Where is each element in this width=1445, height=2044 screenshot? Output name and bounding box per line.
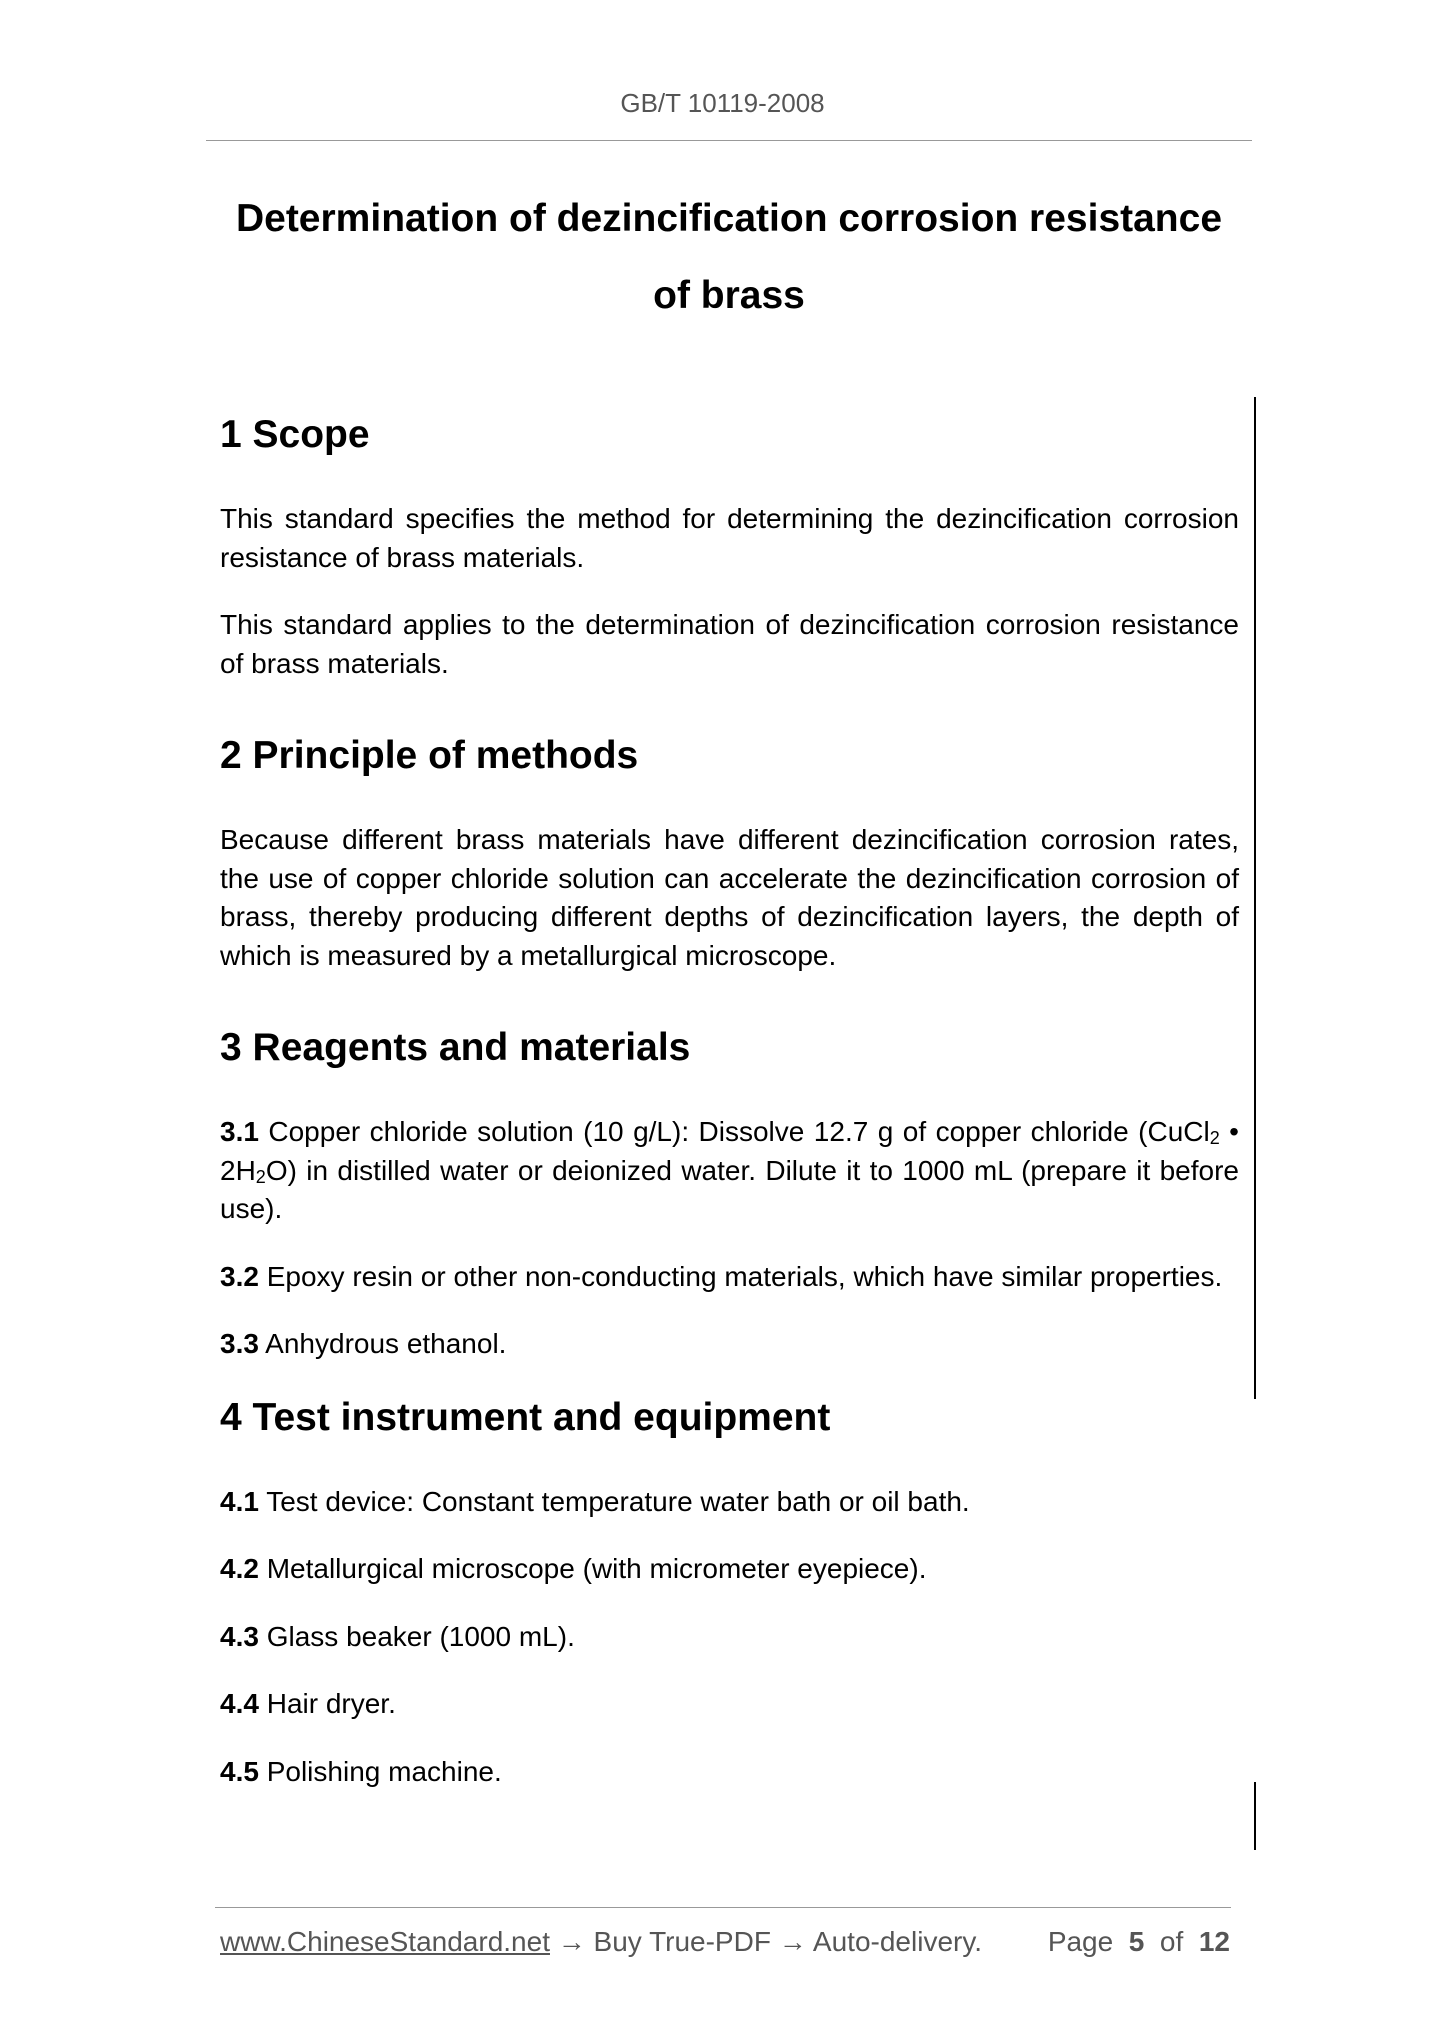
document-title bbox=[206, 180, 1252, 334]
paragraph: Because different brass materials have different dezincification corrosion rates, the use of copper chloride solution can accelerate the dezincification corrosion of brass, thereby producing different depths of dezincification layers, the depth of which is measured by a metallurgical microscope. bbox=[220, 824, 1239, 971]
clause-4-4 bbox=[220, 1685, 1239, 1724]
clause-text: Polishing machine. bbox=[258, 1755, 502, 1787]
section-scope bbox=[220, 410, 1239, 683]
clause-3-1 bbox=[220, 1113, 1239, 1229]
footer-promo bbox=[220, 1926, 982, 1958]
section-heading: 2 Principle of methods bbox=[220, 734, 639, 777]
clause-number: 4.2 bbox=[220, 1553, 259, 1584]
subscript: 2 bbox=[255, 1166, 266, 1187]
footer-promo-text: → Buy True-PDF → Auto-delivery. bbox=[549, 1926, 983, 1957]
clause-4-1 bbox=[220, 1483, 1239, 1522]
section-heading: 4 Test instrument and equipment bbox=[220, 1395, 831, 1439]
section-equipment bbox=[220, 1393, 1239, 1792]
clause-number: 4.1 bbox=[220, 1485, 259, 1517]
clause-text: • 2H bbox=[220, 1116, 1239, 1186]
section-heading: 1 Scope bbox=[220, 413, 370, 456]
page-label: Page bbox=[1047, 1926, 1114, 1957]
clause-number: 3.2 bbox=[220, 1260, 259, 1292]
section-principle bbox=[220, 731, 1239, 975]
section-heading: 3 Reagents and materials bbox=[220, 1026, 691, 1069]
revision-change-bar bbox=[1254, 397, 1256, 1399]
clause-3-3 bbox=[220, 1325, 1239, 1364]
clause-4-5 bbox=[220, 1753, 1239, 1792]
clause-4-2 bbox=[220, 1550, 1239, 1589]
clause-text: Epoxy resin or other non-conducting materials, which have similar properties. bbox=[258, 1260, 1223, 1292]
clause-number: 4.3 bbox=[220, 1620, 259, 1652]
clause-text: Test device: Constant temperature water bath or oil bath. bbox=[258, 1485, 970, 1517]
site-link[interactable]: www.ChineseStandard.net bbox=[220, 1926, 550, 1957]
header-standard-code: GB/T 10119-2008 bbox=[620, 88, 825, 118]
clause-3-2 bbox=[220, 1258, 1239, 1297]
document-title-line-2: of brass bbox=[653, 274, 805, 317]
revision-change-bar bbox=[1254, 1782, 1256, 1850]
footer-divider bbox=[215, 1907, 1231, 1908]
clause-text: Glass beaker (1000 mL). bbox=[258, 1620, 575, 1652]
clause-number: 4.5 bbox=[220, 1755, 259, 1787]
page-indicator bbox=[1048, 1926, 1230, 1958]
paragraph: This standard applies to the determination of dezincification corrosion resistance of brass materials. bbox=[220, 609, 1239, 679]
document-body bbox=[220, 410, 1239, 1820]
clause-number: 4.4 bbox=[220, 1688, 259, 1719]
clause-number: 3.1 bbox=[220, 1116, 259, 1147]
clause-text: Anhydrous ethanol. bbox=[258, 1328, 507, 1359]
document-title-line-1: Determination of dezincification corrosion resistance bbox=[235, 197, 1223, 240]
section-reagents bbox=[220, 1023, 1239, 1364]
clause-text: Hair dryer. bbox=[258, 1688, 396, 1719]
clause-4-3 bbox=[220, 1618, 1239, 1657]
header-divider bbox=[206, 140, 1252, 141]
clause-text: Metallurgical microscope (with micrometer eyepiece). bbox=[258, 1553, 927, 1584]
clause-number: 3.3 bbox=[220, 1328, 259, 1359]
page-of: of bbox=[1159, 1926, 1184, 1957]
page-current: 5 bbox=[1128, 1926, 1145, 1957]
subscript: 2 bbox=[1209, 1128, 1220, 1148]
page-total: 12 bbox=[1198, 1926, 1230, 1957]
clause-text: Copper chloride solution (10 g/L): Dissolve 12.7 g of copper chloride (CuCl bbox=[258, 1116, 1210, 1147]
clause-text: O) in distilled water or deionized water. Dilute it to 1000 mL (prepare it before use). bbox=[220, 1154, 1239, 1224]
paragraph: This standard specifies the method for determining the dezincification corrosion resistance of brass materials. bbox=[220, 503, 1239, 573]
